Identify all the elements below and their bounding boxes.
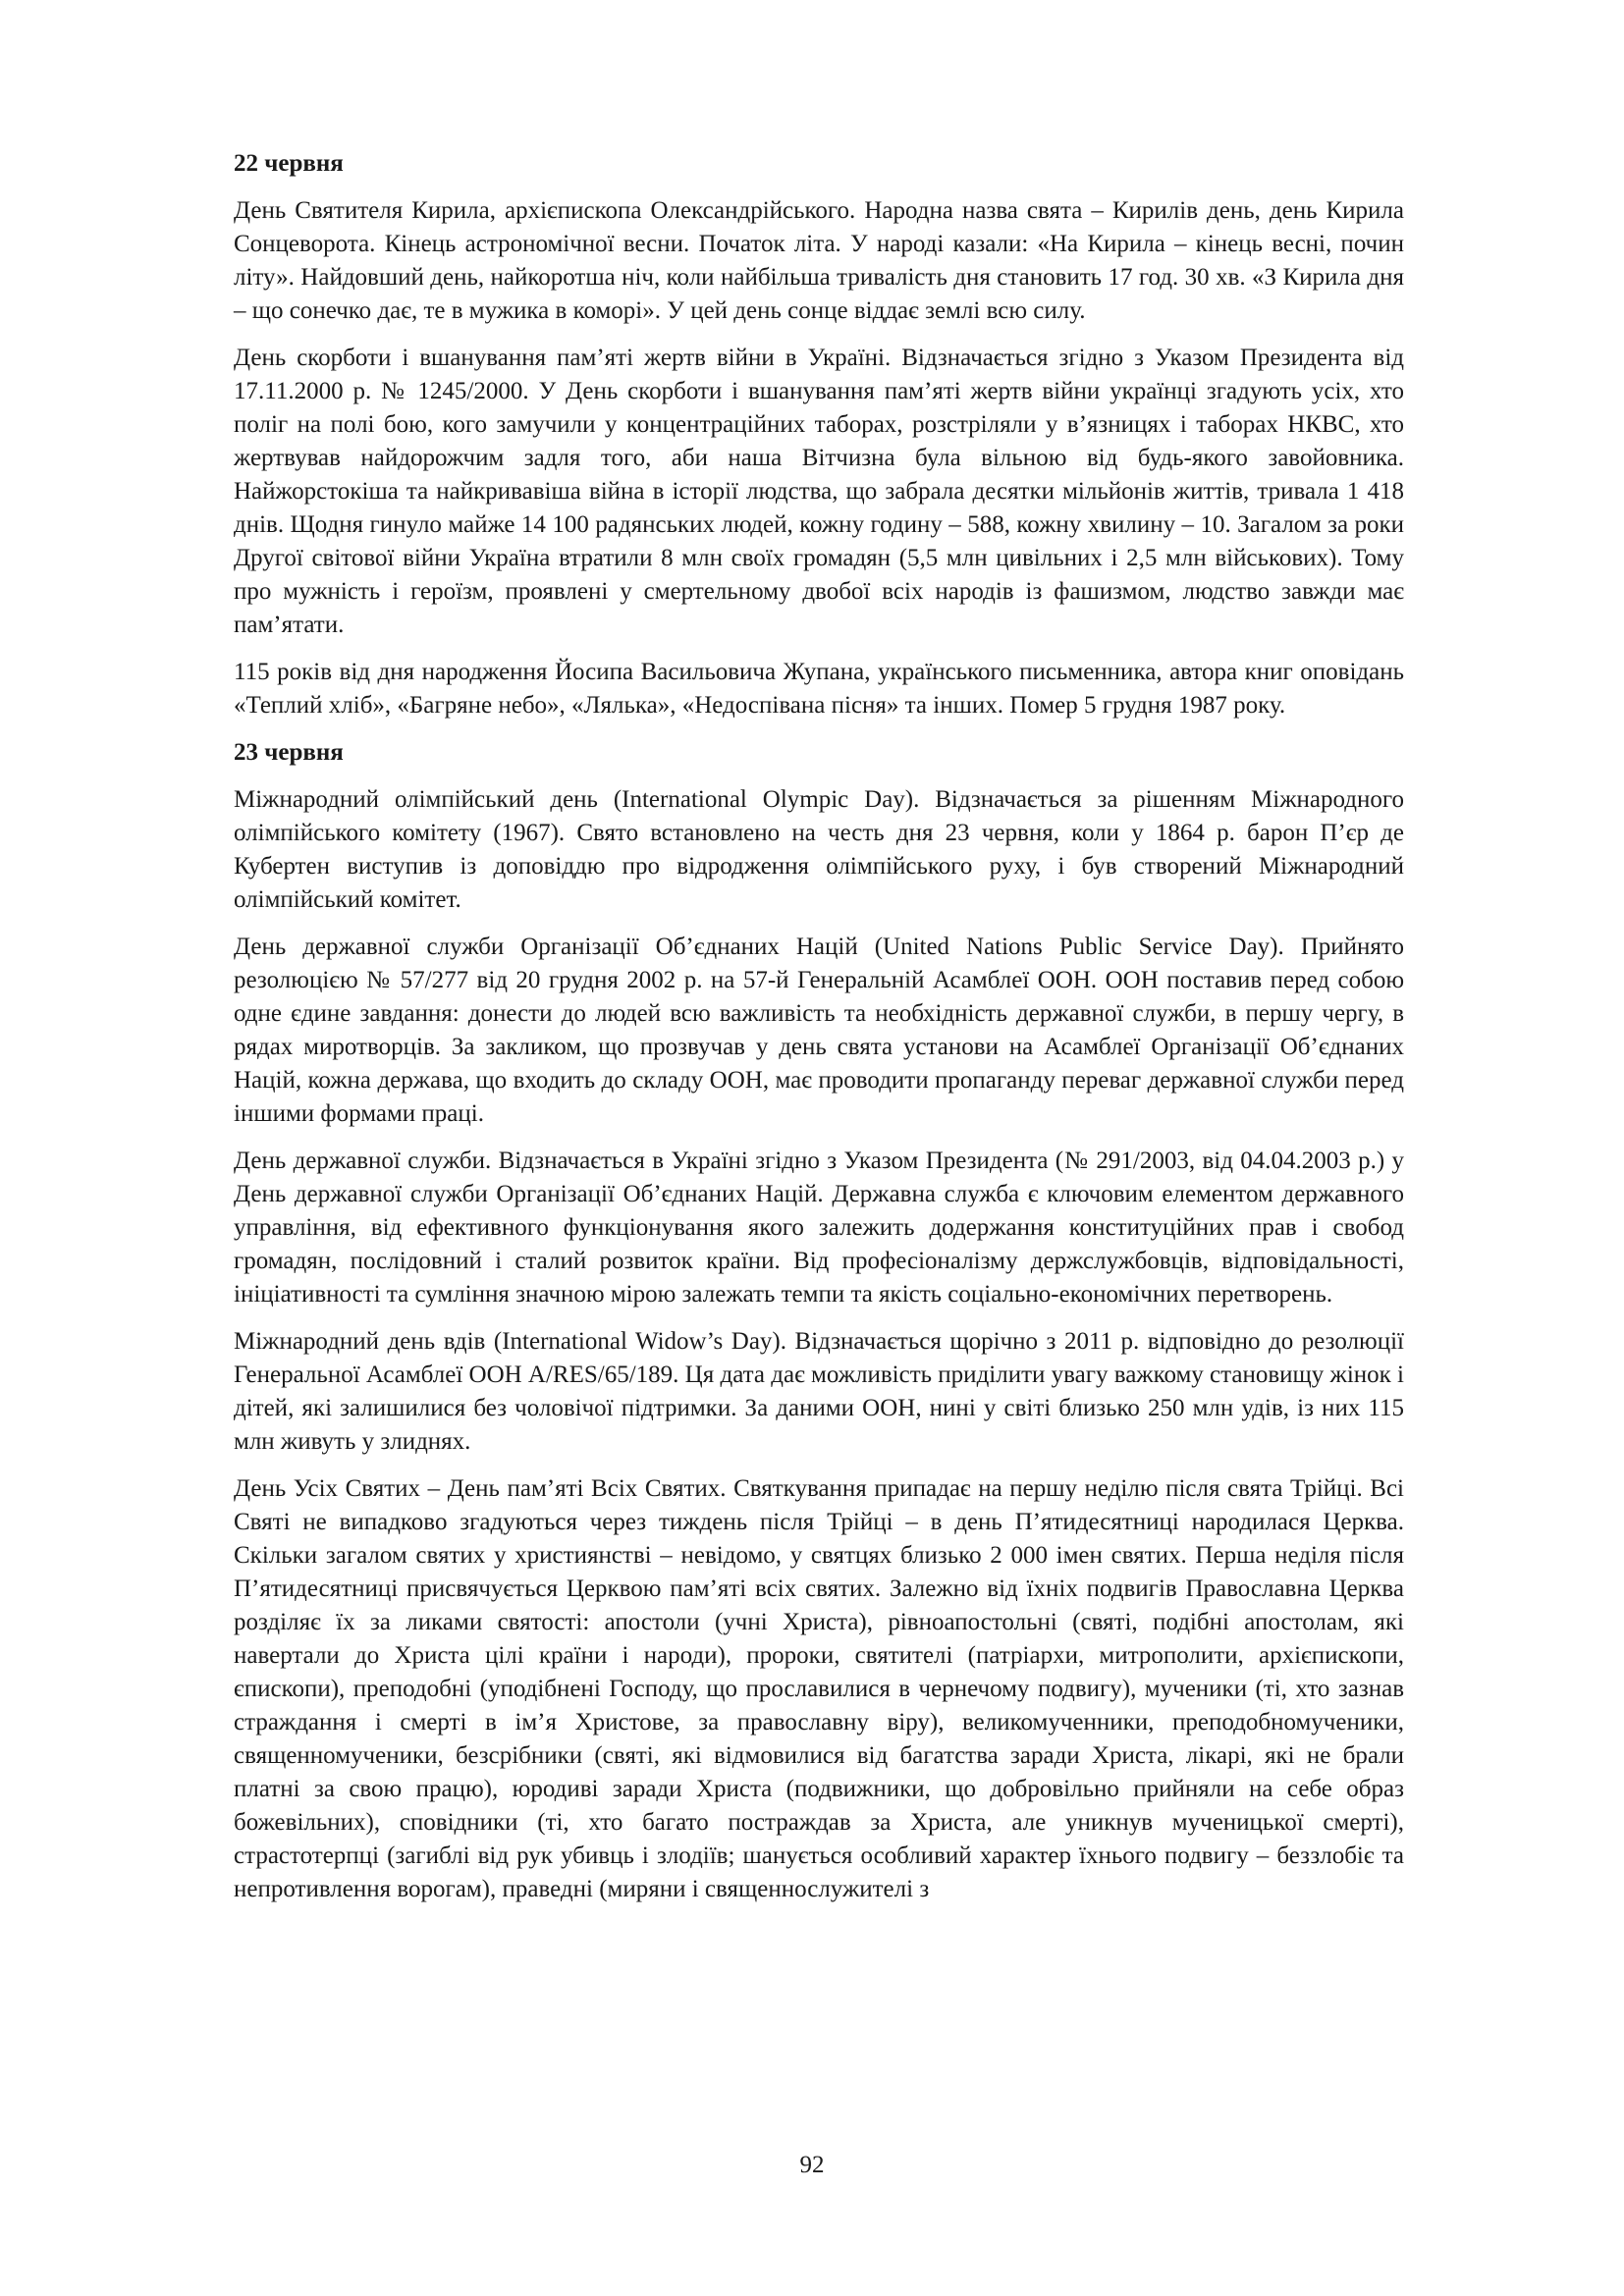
paragraph-widows-day: Міжнародний день вдів (International Widow’s Day). Відзначається щорічно з 2011 р. відповідно до резолюції Генеральної Асамблеї ООН A/RES/65/189. Ця дата дає можливість приділити увагу важкому становищу жінок і дітей, які залишилися без чоловічої підтримки. За даними ООН, нині у світі близько 250 млн удів, із них 115 млн живуть у злиднях. bbox=[234, 1328, 1404, 1455]
document-page bbox=[234, 147, 1404, 1920]
page-number: 92 bbox=[799, 2152, 825, 2178]
paragraph-olympic-day: Міжнародний олімпійський день (International Olympic Day). Відзначається за рішенням Міжнародного олімпійського комітету (1967). Свято встановлено на честь дня 23 червня, коли у 1864 р. барон П’єр де Кубертен виступив із доповіддю про відродження олімпійського руху, і був створений Міжнародний олімпійський комітет. bbox=[234, 786, 1404, 913]
paragraph-civil-service-day-ukraine: День державної служби. Відзначається в Україні згідно з Указом Президента (№ 291/2003, від 04.04.2003 р.) у День державної служби Організації Об’єднаних Націй. Державна служба є ключовим елементом державного управління, від ефективного функціонування якого залежить додержання конституційних прав і свобод громадян, послідовний і сталий розвиток країни. Від професіоналізму держслужбовців, відповідальності, ініціативності та сумління значною мірою залежать темпи та якість соціально-економічних перетворень. bbox=[234, 1148, 1404, 1308]
paragraph-all-saints-day: День Усіх Святих – День пам’яті Всіх Святих. Святкування припадає на першу неділю після свята Трійці. Всі Святі не випадково згадуються через тиждень після Трійці – в день П’ятидесятниці народилася Церква. Скільки загалом святих у християнстві – невідомо, у святцях близько 2 000 імен святих. Перша неділя після П’ятидесятниці присвячується Церквою пам’яті всіх святих. Залежно від їхніх подвигів Православна Церква розділяє їх за ликами святості: апостоли (учні Христа), рівноапостольні (святі, подібні апостолам, які навертали до Христа цілі країни і народи), пророки, святителі (патріархи, митрополити, архієпископи, єпископи), преподобні (уподібнені Господу, що прославилися в чернечому подвигу), мученики (ті, хто зазнав страждання і смерті в ім’я Христове, за православну віру), великомученники, преподобномученики, священномученики, безсрібники (святі, які відмовилися від багатства заради Христа, лікарі, які не брали платні за свою працю), юродиві заради Христа (подвижники, що добровільно прийняли на себе образ божевільних), сповідники (ті, хто багато постраждав за Христа, але уникнув мученицької смерті), страстотерпці (загиблі від рук убивць і злодіїв; шанується особливий характер їхнього подвигу – беззлобіє та непротивлення ворогам), праведні (миряни і священнослужителі з bbox=[234, 1475, 1404, 1902]
section-heading-june-23: 23 червня bbox=[234, 739, 344, 766]
section-heading-june-22: 22 червня bbox=[234, 150, 344, 177]
paragraph-st-cyril-day: День Святителя Кирила, архієпископа Олександрійського. Народна назва свята – Кирилів день, день Кирила Сонцеворота. Кінець астрономічної весни. Початок літа. У народі казали: «На Кирила – кінець весні, почин літу». Найдовший день, найкоротша ніч, коли найбільша тривалість дня становить 17 год. 30 хв. «З Кирила дня – що сонечко дає, те в мужика в коморі». У цей день сонце віддає землі всю силу. bbox=[234, 197, 1404, 324]
paragraph-un-public-service-day: День державної служби Організації Об’єднаних Націй (United Nations Public Service Day). Прийнято резолюцією № 57/277 від 20 грудня 2002 р. на 57-й Генеральній Асамблеї ООН. ООН поставив перед собою одне єдине завдання: донести до людей всю важливість та необхідність державної служби, в першу чергу, в рядах миротворців. За закликом, що прозвучав у день свята установи на Асамблеї Організації Об’єднаних Націй, кожна держава, що входить до складу ООН, має проводити пропаганду переваг державної служби перед іншими формами праці. bbox=[234, 934, 1404, 1127]
paragraph-zhupan-anniversary: 115 років від дня народження Йосипа Васильовича Жупана, українського письменника, автора книг оповідань «Теплий хліб», «Багряне небо», «Лялька», «Недоспівана пісня» та інших. Помер 5 грудня 1987 року. bbox=[234, 659, 1404, 719]
paragraph-day-of-mourning: День скорботи і вшанування пам’яті жертв війни в Україні. Відзначається згідно з Указом Президента від 17.11.2000 р. № 1245/2000. У День скорботи і вшанування пам’яті жертв війни українці згадують усіх, хто поліг на полі бою, кого замучили у концентраційних таборах, розстріляли у в’язницях і таборах НКВС, хто жертвував найдорожчим задля того, аби наша Вітчизна була вільною від будь-якого завойовника. Найжорстокіша та найкривавіша війна в історії людства, що забрала десятки мільйонів життів, тривала 1 418 днів. Щодня гинуло майже 14 100 радянських людей, кожну годину – 588, кожну хвилину – 10. Загалом за роки Другої світової війни Україна втратили 8 млн своїх громадян (5,5 млн цивільних і 2,5 млн військових). Тому про мужність і героїзм, проявлені у смертельному двобої всіх народів із фашизмом, людство завжди має пам’ятати. bbox=[234, 345, 1404, 638]
